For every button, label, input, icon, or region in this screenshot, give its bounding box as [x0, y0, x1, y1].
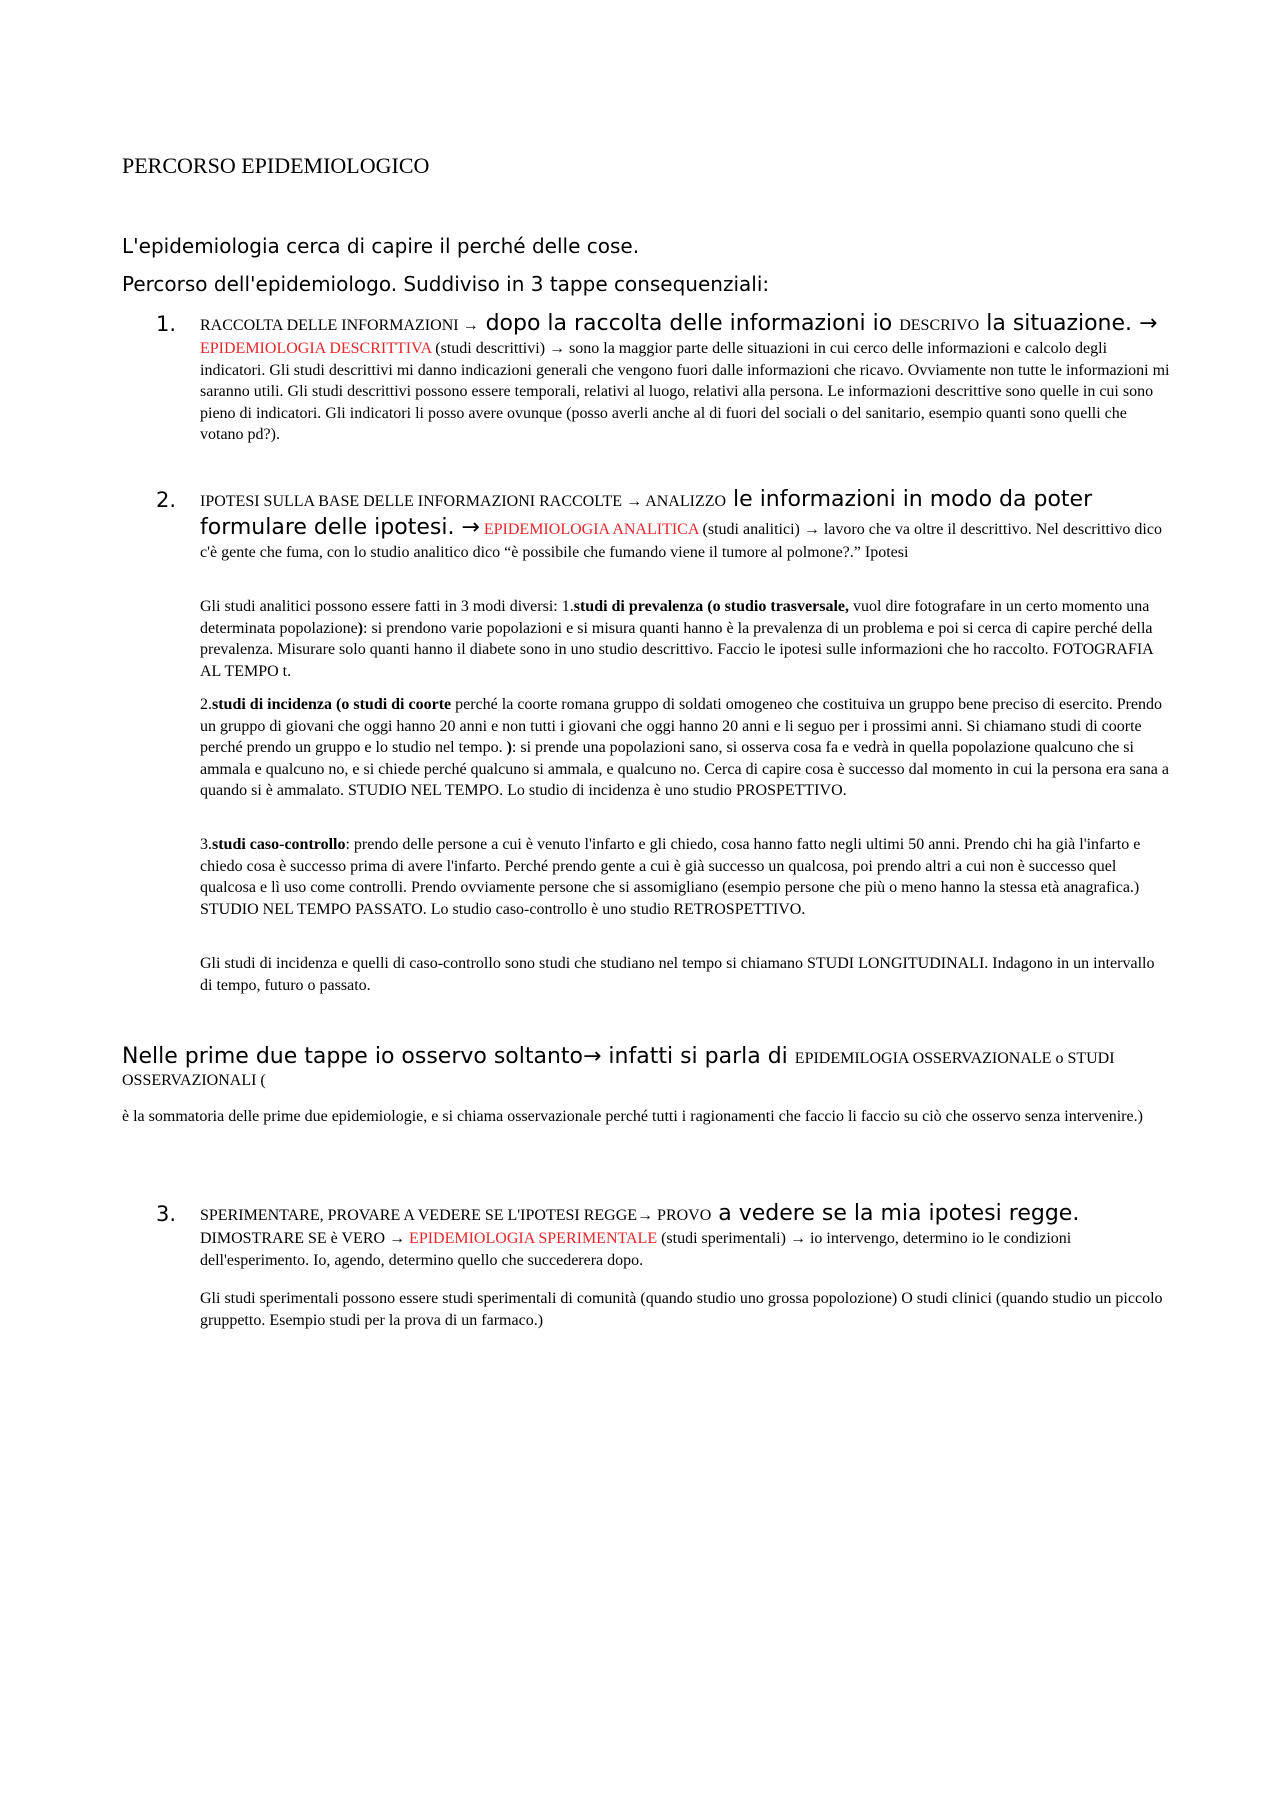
- text-span: Gli studi di incidenza e quelli di caso-controllo sono studi che studiano nel tempo si chiamano: [200, 955, 803, 972]
- observational-lead: Nelle prime due tappe io osservo soltanto→ infatti si parla di: [122, 1044, 795, 1069]
- paragraph-studi-sperimentali: Gli studi sperimentali possono essere studi sperimentali di comunità (quando studio uno grossa popolozione) O studi clinici (quando studio un piccolo gruppetto. Esempio studi per la prova di un farmaco.): [200, 1290, 1163, 1329]
- item1-text: (studi descrittivi) → sono la maggior parte delle situazioni in cui cerco delle informazioni e calcolo degli indicatori. Gli studi descrittivi mi danno indicazioni generali che vengono fuori dalle informazioni che ricavo. Ovviamente non tutte le informazioni mi saranno utili. Gli studi descrittivi possono essere temporali, relativi al luogo, relativi alla persona. Le informazioni descrittive sono quelle in cui sono pieno di indicatori. Gli indicatori li posso avere ovunque (posso averli anche al di fuori del sociali o del sanitario, esempio quanti sono quelli che votano pd?).: [200, 340, 1170, 443]
- paragraph-osservazionale-heading: [122, 1046, 1170, 1091]
- text-span: perché la coorte romana gruppo di soldati omogeneo che costituiva un gruppo bene preciso di esercito. Prendo un gruppo di giovani che oggi hanno 20 anni e non tutti i giovani che oggi hanno 20 anni e li seguo per i prossimi anni. Si chiamano studi di coorte perché prendo un gruppo e lo studio nel tempo.: [200, 696, 1163, 756]
- item2-highlight: EPIDEMIOLOGIA ANALITICA: [479, 521, 699, 538]
- list-number-1: 1.: [156, 312, 177, 336]
- item3-caps: SPERIMENTARE, PROVARE A VEDERE SE L'IPOTESI REGGE→ PROVO: [200, 1207, 712, 1224]
- caps-term: STUDI LONGITUDINALI.: [802, 955, 989, 972]
- caps-term: PROSPETTIVO.: [731, 782, 847, 799]
- paragraph-studi-prevalenza: [200, 596, 1170, 682]
- paragraph-studi-incidenza: [200, 694, 1170, 802]
- item1-caps-descrivo: DESCRIVO: [899, 317, 980, 334]
- text-span: Indagono in un intervallo di tempo, futuro o passato.: [200, 955, 1155, 994]
- item1-lead-2: la situazione. →: [979, 311, 1158, 336]
- item2-caps: IPOTESI SULLA BASE DELLE INFORMAZIONI RACCOLTE → ANALIZZO: [200, 493, 727, 510]
- item3-text: (studi sperimentali) → io intervengo, determino io le condizioni dell'esperimento. Io, agendo, determino quello che succederera dopo.: [200, 1230, 1072, 1269]
- item1-lead: dopo la raccolta delle informazioni io: [478, 311, 900, 336]
- text-span: : si prende una popolazioni sano, si osserva cosa fa e vedrà in quella popolazione qualcuno che si ammala e qualcuno no, e si chiede perché qualcuno si ammala, e qualcuno no. Cerca di capire cosa è successo dal momento in cui la persona era sana a quando si è ammalato.: [200, 739, 1169, 799]
- item3-lead: a vedere se la mia ipotesi regge.: [711, 1201, 1080, 1226]
- item2-text: (studi analitici) → lavoro che va oltre il descrittivo. Nel descrittivo dico c'è gente che fuma, con lo studio analitico dico “è possibile che fumando viene il tumore al polmone?.” Ipotesi: [200, 521, 1162, 561]
- caps-term: FOTOGRAFIA AL TEMPO t.: [200, 641, 1153, 680]
- bold-term: studi di prevalenza (o studio trasversale,: [573, 598, 849, 615]
- bold-term: studi di incidenza (o studi di coorte: [212, 696, 452, 713]
- text-span: Lo studio caso-controllo è uno studio: [426, 900, 670, 918]
- observational-caps: EPIDEMILOGIA OSSERVAZIONALE o STUDI OSSERVAZIONALI (: [122, 1050, 1115, 1089]
- intro-line-1: L'epidemiologia cerca di capire il perché delle cose.: [122, 234, 640, 258]
- paragraph-osservazionale-text: è la sommatoria delle prime due epidemiologie, e si chiama osservazionale perché tutti i ragionamenti che faccio li faccio su ciò che osservo senza intervenire.): [122, 1108, 1143, 1125]
- item1-caps: RACCOLTA DELLE INFORMAZIONI →: [200, 317, 479, 334]
- caps-term: STUDIO NEL TEMPO PASSATO.: [200, 900, 427, 918]
- caps-term: STUDIO NEL TEMPO.: [343, 782, 504, 799]
- list-number-3: 3.: [156, 1202, 177, 1226]
- bold-term: studi caso-controllo: [212, 836, 346, 853]
- list-item-sperimentare: [200, 1200, 1170, 1271]
- item1-highlight: EPIDEMIOLOGIA DESCRITTIVA: [200, 340, 432, 357]
- item3-caps-dimostrare: DIMOSTRARE SE è VERO →: [200, 1230, 406, 1247]
- text-span: 2.: [200, 696, 212, 713]
- list-number-2: 2.: [156, 488, 177, 512]
- list-item-ipotesi: [200, 486, 1170, 564]
- item3-highlight: EPIDEMIOLOGIA SPERIMENTALE: [405, 1230, 658, 1247]
- list-item-raccolta: [200, 310, 1170, 446]
- text-span: 3.: [200, 836, 212, 853]
- paragraph-studi-longitudinali: [200, 953, 1170, 996]
- text-span: : si prendono varie popolazioni e si misura quanti hanno è la prevalenza di un problema e poi si cerca di capire perché della prevalenza. Misurare solo quanti hanno il diabete sono in uno studio descrittivo. Faccio le ipotesi sulle informazioni che ho raccolto.: [200, 619, 1153, 658]
- text-span: : prendo delle persone a cui è venuto l'infarto e gli chiedo, cosa hanno fatto negli ultimi 50 anni. Prendo chi ha già l'infarto e chiedo cosa è successo prima di avere l'infarto. Perché prendo gente a cui è già successo un qualcosa, poi prendo altri a cui non è successo quel qualcosa e lì uso come controlli. Prendo ovviamente persone che si assomigliano (esempio persone che più o meno hanno la stessa età anagrafica.): [200, 836, 1141, 896]
- bold-term: ): [502, 739, 512, 756]
- intro-line-2: Percorso dell'epidemiologo. Suddiviso in 3 tappe consequenziali:: [122, 272, 770, 296]
- document-title: PERCORSO EPIDEMIOLOGICO: [122, 153, 430, 178]
- text-span: vuol dire fotografare in un certo momento una determinata popolazione: [200, 598, 1150, 637]
- caps-term: RETROSPETTIVO.: [669, 900, 806, 918]
- item2-lead: le informazioni in modo da poter formulare delle ipotesi. →: [200, 487, 1093, 540]
- bold-term: ): [357, 619, 364, 637]
- text-span: Lo studio di incidenza è uno studio: [503, 782, 732, 799]
- paragraph-studi-caso-controllo: [200, 834, 1170, 920]
- text-span: Gli studi analitici possono essere fatti in 3 modi diversi: 1.: [200, 598, 574, 615]
